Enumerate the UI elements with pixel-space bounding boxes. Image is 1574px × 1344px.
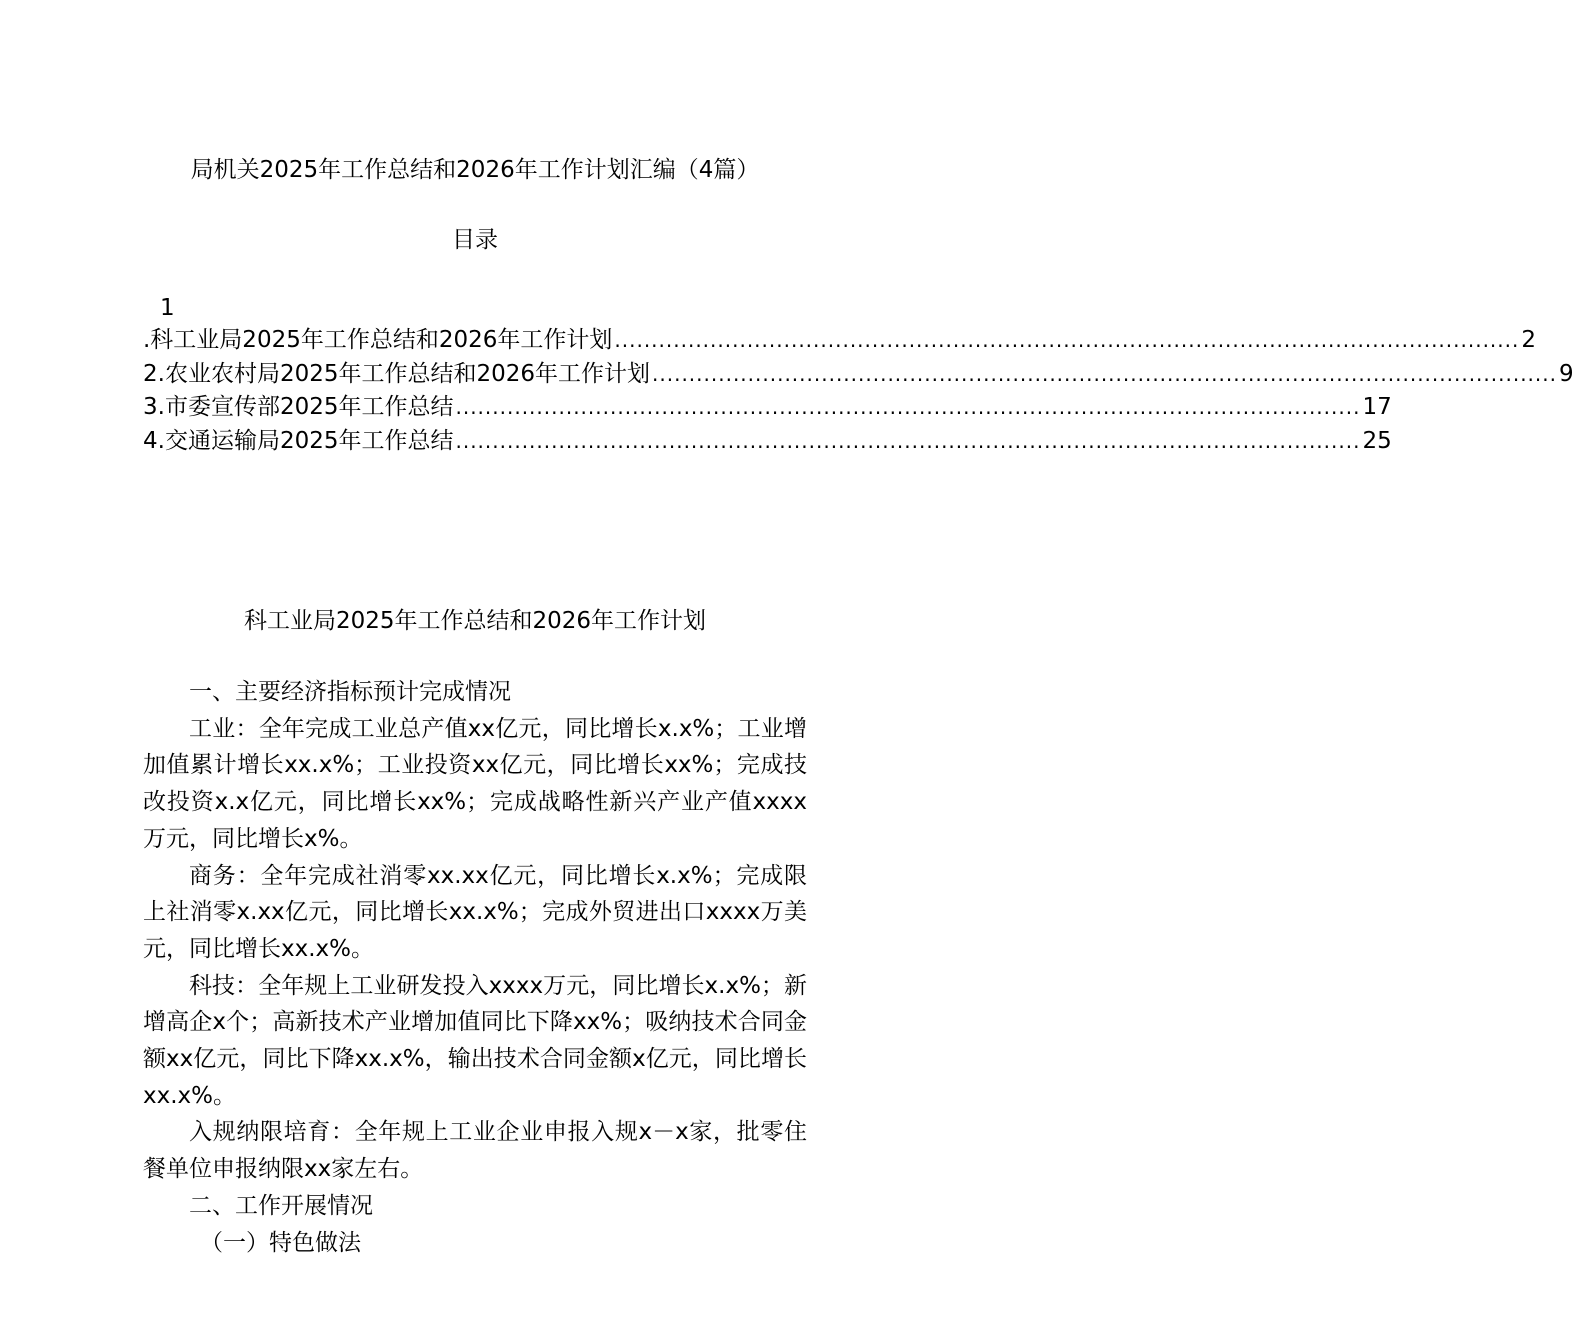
table-of-contents xyxy=(143,292,1574,458)
toc-entry-page: 2 xyxy=(1521,327,1536,353)
toc-entry[interactable] xyxy=(143,391,1392,425)
toc-leader-dots: ........................................................................................................................... xyxy=(614,328,1520,352)
toc-entry-label: .科工业局2025年工作总结和2026年工作计划 xyxy=(143,327,613,353)
toc-heading: 目录 xyxy=(452,227,498,253)
heading-level-2: （一）特色做法 xyxy=(200,1229,361,1256)
section-title: 科工业局2025年工作总结和2026年工作计划 xyxy=(243,608,707,634)
toc-entry[interactable] xyxy=(143,425,1392,459)
toc-leader-dots: ........................................................................................................................... xyxy=(455,428,1361,453)
toc-entry-label: 4.交通运输局2025年工作总结 xyxy=(143,427,454,454)
toc-entry[interactable] xyxy=(143,358,1574,392)
heading-level-1: 一、主要经济指标预计完成情况 xyxy=(189,679,511,705)
toc-entry-page: 25 xyxy=(1362,427,1392,454)
document-title: 局机关2025年工作总结和2026年工作计划汇编（4篇） xyxy=(190,157,760,183)
heading-level-1: 二、工作开展情况 xyxy=(189,1192,373,1219)
toc-first-number: 1 xyxy=(160,295,175,321)
body-paragraph: 入规纳限培育：全年规上工业企业申报入规x－x家，批零住餐单位申报纳限xx家左右。 xyxy=(143,1119,807,1183)
document-body xyxy=(143,674,807,1261)
body-paragraph: 商务：全年完成社消零xx.xx亿元，同比增长x.x%；完成限上社消零x.xx亿元，同比增长xx.x%；完成外贸进出口xxxx万美元，同比增长xx.x%。 xyxy=(143,862,807,962)
toc-entry-page: 17 xyxy=(1362,394,1392,420)
toc-entry[interactable] xyxy=(143,324,1536,358)
toc-entry-label: 2.农业农村局2025年工作总结和2026年工作计划 xyxy=(143,360,651,387)
body-paragraph: 科技：全年规上工业研发投入xxxx万元，同比增长x.x%；新增高企x个；高新技术产业增加值同比下降xx%；吸纳技术合同金额xx亿元，同比下降xx.x%，输出技术合同金额x亿元，同比增长xx.x%。 xyxy=(143,972,807,1109)
toc-leader-dots: ........................................................................................................................... xyxy=(455,395,1361,419)
toc-entry-page: 9 xyxy=(1558,360,1574,387)
toc-leader-dots: ........................................................................................................................... xyxy=(652,361,1557,386)
toc-entry-label: 3.市委宣传部2025年工作总结 xyxy=(143,394,454,420)
body-paragraph: 工业：全年完成工业总产值xx亿元，同比增长x.x%；工业增加值累计增长xx.x%；工业投资xx亿元，同比增长xx%；完成技改投资x.x亿元，同比增长xx%；完成战略性新兴产业产值xxxx万元，同比增长x%。 xyxy=(143,715,807,852)
